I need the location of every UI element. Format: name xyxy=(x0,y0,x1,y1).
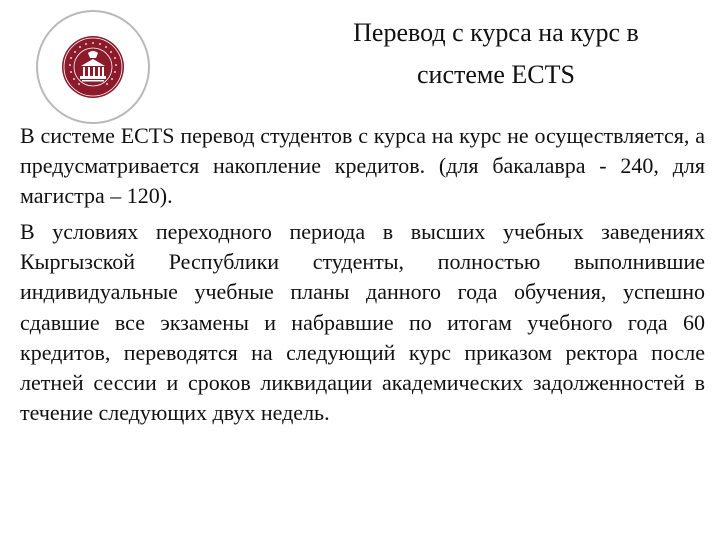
university-seal-logo xyxy=(34,8,152,126)
slide-title-line-2: системе ECTS xyxy=(417,60,575,89)
body-paragraph-credits: В системе ECTS перевод студентов с курса на курс не осуществляется, а предусматривается накопление кредитов. (для бакалавра - 240, для магистра – 120). xyxy=(20,123,705,209)
slide-body xyxy=(20,121,705,428)
slide-title-line-1: Перевод с курса на курс в xyxy=(353,18,639,47)
slide-title xyxy=(300,12,692,96)
body-paragraph-transition: В условиях переходного периода в высших учебных заведениях Кыргызской Республики студенты, полностью выполнившие индивидуальные учебные планы данного года обучения, успешно сдавшие все экзамены и набравшие по итогам учебного года 60 кредитов, переводятся на следующий курс приказом ректора после летней сессии и сроков ликвидации академических задолженностей в течение следующих двух недель. xyxy=(20,219,705,425)
university-seal-icon xyxy=(34,8,152,126)
